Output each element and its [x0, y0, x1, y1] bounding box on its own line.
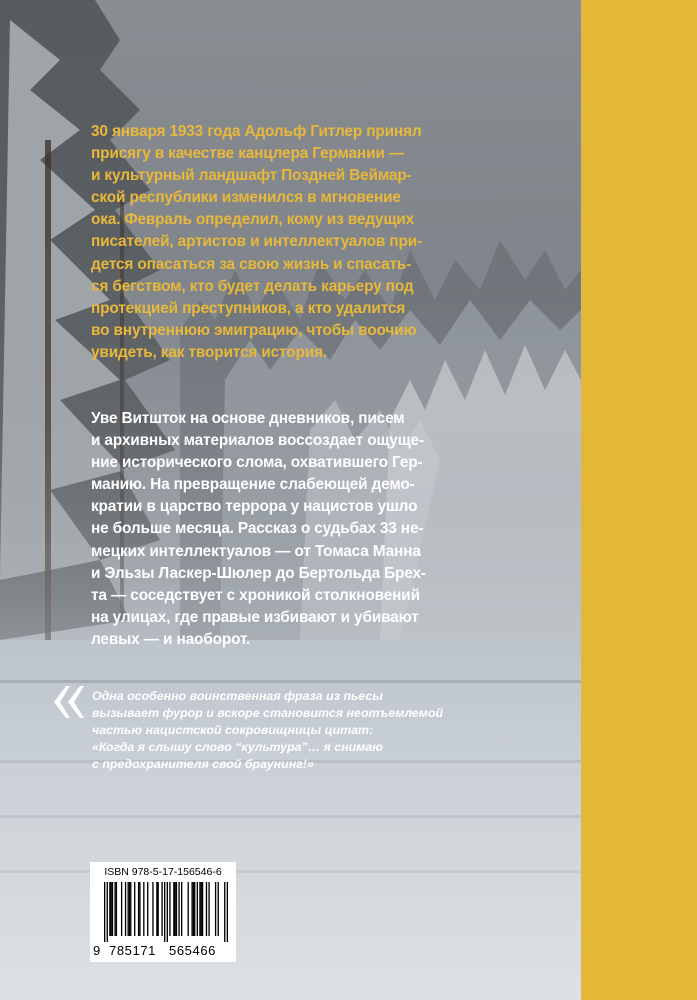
- description-paragraph: Уве Витшток на основе дневников, писем и архивных материалов воссоздает ощуще- ние исторического слома, охватившего Гер- манию. На превращение слабеющей демо- кратии в царство террора у нацистов ушло не больше месяца. Рассказ о судьбах 33 не- мецких интеллектуалов — от Томаса Манна и Эльзы Ласкер-Шюлер до Бертольда Брех- та — соседствует с хроникой столкновений на улицах, где правые избивают и убивают левых — и наоборот.: [91, 410, 426, 648]
- barcode-digit-group-left: 785171: [109, 943, 156, 958]
- isbn-barcode: [90, 862, 236, 962]
- barcode-bar: [107, 882, 108, 942]
- barcode-bar: [173, 882, 174, 936]
- barcode-bar: [143, 882, 144, 936]
- barcode-bar: [199, 882, 200, 936]
- barcode-bar: [114, 882, 115, 936]
- yellow-edge-strip: [581, 0, 697, 1000]
- barcode-bar: [112, 882, 113, 936]
- barcode-bar: [208, 882, 209, 936]
- barcode-bar: [111, 882, 112, 936]
- barcode-bar: [127, 882, 128, 936]
- barcode-bars: [104, 882, 228, 942]
- barcode-bar: [116, 882, 117, 936]
- isbn-label: ISBN 978-5-17-156546-6: [104, 866, 222, 878]
- barcode-bar: [188, 882, 189, 936]
- ice-texture-line: [0, 680, 581, 683]
- barcode-bar: [215, 882, 216, 936]
- barcode-bar: [197, 882, 198, 936]
- barcode-bar: [191, 882, 192, 936]
- barcode-bar: [202, 882, 203, 936]
- barcode-bar: [147, 882, 148, 936]
- barcode-digit-first: 9: [93, 943, 101, 958]
- barcode-bar: [129, 882, 130, 936]
- barcode-bar: [194, 882, 195, 936]
- barcode-digits: [90, 943, 236, 959]
- barcode-bar: [227, 882, 228, 942]
- barcode-bar: [176, 882, 177, 936]
- ice-texture-line: [0, 870, 581, 873]
- barcode-bar: [167, 882, 168, 942]
- barcode-bar: [134, 882, 135, 936]
- barcode-bar: [161, 882, 162, 936]
- barcode-bar: [109, 882, 110, 936]
- barcode-bar: [193, 882, 194, 936]
- barcode-digit-group-right: 565466: [169, 943, 216, 958]
- barcode-bar: [104, 882, 105, 942]
- quote-mark-icon: [50, 678, 86, 726]
- barcode-bar: [224, 882, 225, 942]
- barcode-bar: [169, 882, 170, 936]
- barcode-bar: [121, 882, 122, 936]
- barcode-bar: [164, 882, 165, 942]
- pull-quote: Одна особенно воинственная фраза из пьесы вызывает фурор и вскоре становится неотъемлемой частью нацистской сокровищницы цитат: «Когда я слышу слово “культура”… я снимаю с предохранителя свой браунинг!»: [92, 689, 444, 771]
- barcode-bar: [138, 882, 139, 936]
- barcode-bar: [158, 882, 159, 936]
- barcode-bar: [178, 882, 179, 936]
- barcode-bar: [156, 882, 157, 936]
- intro-paragraph: 30 января 1933 года Адольф Гитлер принял присягу в качестве канцлера Германии — и культурный ландшафт Поздней Веймар- ской республики изменился в мгновение ока. Февраль определил, кому из ведущих писателей, артистов и интеллектуалов при- дется опасаться за свою жизнь и спасать- ся бегством, кто будет делать карьеру под протекцией преступников, а кто удалится во внутреннюю эмиграцию, чтобы воочию увидеть, как творится история.: [91, 123, 422, 361]
- barcode-bar: [152, 882, 153, 936]
- barcode-bar: [206, 882, 207, 936]
- barcode-bar: [218, 882, 219, 936]
- barcode-bar: [139, 882, 140, 936]
- barcode-bar: [130, 882, 131, 936]
- barcode-bar: [125, 882, 126, 936]
- barcode-bar: [201, 882, 202, 936]
- barcode-bar: [174, 882, 175, 936]
- ice-texture-line: [0, 815, 581, 818]
- barcode-bar: [181, 882, 182, 936]
